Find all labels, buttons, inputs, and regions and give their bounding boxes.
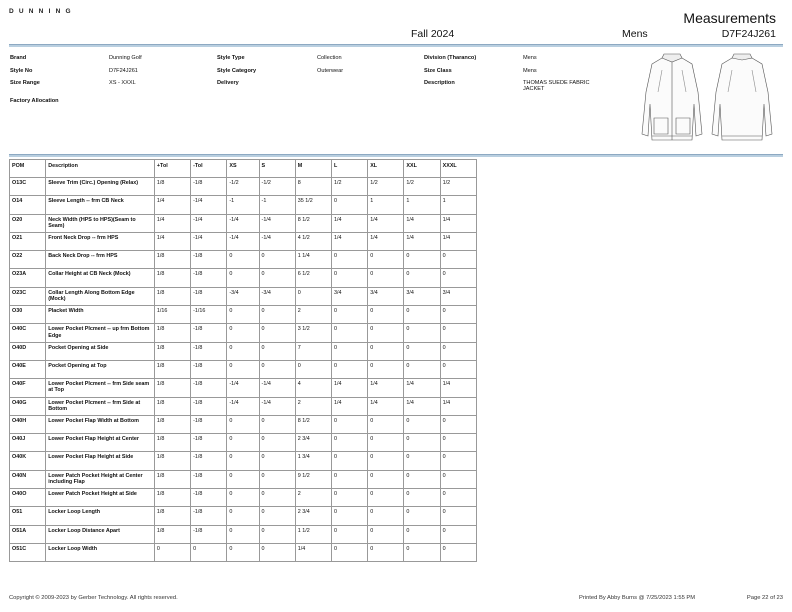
- cell-xl: 0: [368, 360, 404, 378]
- cell-xxxl: 0: [440, 470, 476, 488]
- cell-s: -1/4: [259, 397, 295, 415]
- cell-pom: O40O: [10, 489, 46, 507]
- cell-pom: O40F: [10, 379, 46, 397]
- cell-xxl: 0: [404, 489, 440, 507]
- cell-description: Lower Patch Pocket Height at Side: [46, 489, 155, 507]
- meta-label-size-class: Size Class: [424, 68, 452, 74]
- table-row: [10, 434, 477, 452]
- cell-xs: 0: [227, 415, 259, 433]
- cell-xs: 0: [227, 489, 259, 507]
- cell-s: -1/2: [259, 178, 295, 196]
- cell-xxxl: 0: [440, 543, 476, 561]
- cell-s: -3/4: [259, 287, 295, 305]
- meta-value-division: Mens: [523, 55, 537, 61]
- cell-minus-tol: -1/8: [191, 397, 227, 415]
- cell-xl: 0: [368, 489, 404, 507]
- meta-label-style-no: Style No: [10, 68, 33, 74]
- column-header-xxxl: XXXL: [440, 160, 476, 178]
- cell-minus-tol: -1/8: [191, 415, 227, 433]
- cell-xxxl: 1/4: [440, 379, 476, 397]
- table-row: [10, 452, 477, 470]
- cell-xl: 1/4: [368, 397, 404, 415]
- cell-pom: O30: [10, 306, 46, 324]
- column-header-xs: XS: [227, 160, 259, 178]
- cell-l: 0: [331, 251, 367, 269]
- cell-xxl: 0: [404, 342, 440, 360]
- cell-plus-tol: 1/8: [154, 251, 190, 269]
- cell-l: 0: [331, 415, 367, 433]
- cell-plus-tol: 1/8: [154, 434, 190, 452]
- cell-xs: -1/4: [227, 214, 259, 232]
- cell-m: 4: [295, 379, 331, 397]
- cell-plus-tol: 1/8: [154, 452, 190, 470]
- cell-s: 0: [259, 525, 295, 543]
- cell-xs: -1/2: [227, 178, 259, 196]
- cell-s: 0: [259, 434, 295, 452]
- cell-xs: -1: [227, 196, 259, 214]
- cell-xxl: 1/2: [404, 178, 440, 196]
- cell-xxxl: 0: [440, 251, 476, 269]
- cell-xl: 0: [368, 507, 404, 525]
- cell-minus-tol: -1/4: [191, 214, 227, 232]
- cell-s: 0: [259, 306, 295, 324]
- meta-label-factory-allocation: Factory Allocation: [10, 98, 59, 104]
- meta-value-description: THOMAS SUEDE FABRIC JACKET: [523, 80, 590, 93]
- page-title: Measurements: [683, 10, 776, 26]
- cell-xl: 0: [368, 251, 404, 269]
- cell-l: 1/4: [331, 379, 367, 397]
- cell-plus-tol: 1/4: [154, 196, 190, 214]
- cell-description: Lower Patch Pocket Height at Center including Flap: [46, 470, 155, 488]
- cell-xs: -1/4: [227, 379, 259, 397]
- cell-xl: 0: [368, 434, 404, 452]
- cell-xl: 0: [368, 470, 404, 488]
- cell-xl: 0: [368, 415, 404, 433]
- page-number: Page 22 of 23: [746, 595, 783, 601]
- style-code-label: D7F24J261: [721, 28, 776, 40]
- column-header-pom: POM: [10, 160, 46, 178]
- cell-s: -1/4: [259, 379, 295, 397]
- division-label: Mens: [622, 28, 648, 40]
- cell-xxl: 0: [404, 415, 440, 433]
- cell-pom: O40J: [10, 434, 46, 452]
- cell-pom: O21: [10, 232, 46, 250]
- cell-xxxl: 0: [440, 415, 476, 433]
- cell-minus-tol: -1/4: [191, 232, 227, 250]
- table-row: [10, 251, 477, 269]
- cell-description: Neck Width (HPS to HPS)(Seam to Seam): [46, 214, 155, 232]
- cell-description: Pocket Opening at Top: [46, 360, 155, 378]
- cell-xs: 0: [227, 543, 259, 561]
- cell-description: Locker Loop Distance Apart: [46, 525, 155, 543]
- cell-m: 8: [295, 178, 331, 196]
- table-row: [10, 470, 477, 488]
- cell-xxl: 0: [404, 470, 440, 488]
- cell-minus-tol: -1/16: [191, 306, 227, 324]
- table-row: [10, 178, 477, 196]
- cell-minus-tol: -1/8: [191, 360, 227, 378]
- column-header-xl: XL: [368, 160, 404, 178]
- cell-pom: O40E: [10, 360, 46, 378]
- table-row: [10, 397, 477, 415]
- cell-s: -1/4: [259, 214, 295, 232]
- cell-minus-tol: -1/8: [191, 379, 227, 397]
- measurements-table-body: [10, 178, 477, 562]
- cell-plus-tol: 1/8: [154, 360, 190, 378]
- cell-m: 8 1/2: [295, 415, 331, 433]
- cell-minus-tol: -1/8: [191, 178, 227, 196]
- cell-minus-tol: -1/8: [191, 324, 227, 342]
- table-row: [10, 489, 477, 507]
- cell-s: 0: [259, 507, 295, 525]
- cell-xxxl: 1/4: [440, 232, 476, 250]
- cell-xs: -1/4: [227, 397, 259, 415]
- cell-plus-tol: 1/8: [154, 525, 190, 543]
- table-row: [10, 306, 477, 324]
- cell-m: 35 1/2: [295, 196, 331, 214]
- cell-xxl: 0: [404, 452, 440, 470]
- cell-m: 3 1/2: [295, 324, 331, 342]
- cell-plus-tol: 1/8: [154, 489, 190, 507]
- cell-minus-tol: -1/8: [191, 251, 227, 269]
- cell-l: 0: [331, 470, 367, 488]
- copyright-text: Copyright © 2009-2023 by Gerber Technology. All rights reserved.: [9, 595, 178, 601]
- table-row: [10, 324, 477, 342]
- cell-l: 3/4: [331, 287, 367, 305]
- cell-m: 2 3/4: [295, 507, 331, 525]
- cell-xxl: 3/4: [404, 287, 440, 305]
- cell-xl: 0: [368, 306, 404, 324]
- cell-description: Lower Pocket Flap Width at Bottom: [46, 415, 155, 433]
- cell-minus-tol: -1/8: [191, 342, 227, 360]
- cell-xs: 0: [227, 251, 259, 269]
- cell-xxxl: 1: [440, 196, 476, 214]
- table-header-row: [10, 160, 477, 178]
- cell-pom: O40N: [10, 470, 46, 488]
- cell-xxxl: 0: [440, 525, 476, 543]
- cell-xxxl: 1/4: [440, 397, 476, 415]
- cell-s: 0: [259, 489, 295, 507]
- cell-l: 0: [331, 269, 367, 287]
- cell-description: Sleeve Length -- frm CB Neck: [46, 196, 155, 214]
- cell-minus-tol: -1/8: [191, 470, 227, 488]
- cell-l: 0: [331, 434, 367, 452]
- cell-xxl: 0: [404, 507, 440, 525]
- cell-xs: 0: [227, 324, 259, 342]
- cell-minus-tol: -1/8: [191, 525, 227, 543]
- cell-description: Pocket Opening at Side: [46, 342, 155, 360]
- cell-xl: 0: [368, 525, 404, 543]
- cell-plus-tol: 1/8: [154, 379, 190, 397]
- cell-s: 0: [259, 470, 295, 488]
- cell-m: 1 3/4: [295, 452, 331, 470]
- cell-xl: 0: [368, 543, 404, 561]
- section-divider: [9, 154, 783, 157]
- meta-value-size-class: Mens: [523, 68, 537, 74]
- cell-xxl: 0: [404, 269, 440, 287]
- cell-xxl: 0: [404, 543, 440, 561]
- table-row: [10, 232, 477, 250]
- cell-l: 1/4: [331, 397, 367, 415]
- cell-xl: 1/4: [368, 232, 404, 250]
- cell-description: Lower Pocket Plcment -- frm Side at Bottom: [46, 397, 155, 415]
- cell-l: 0: [331, 342, 367, 360]
- cell-description: Front Neck Drop -- frm HPS: [46, 232, 155, 250]
- cell-xxxl: 0: [440, 342, 476, 360]
- cell-description: Sleeve Trim (Circ.) Opening (Relax): [46, 178, 155, 196]
- cell-m: 0: [295, 287, 331, 305]
- cell-m: 1 1/2: [295, 525, 331, 543]
- cell-m: 2: [295, 489, 331, 507]
- cell-xs: 0: [227, 507, 259, 525]
- header-divider: [9, 44, 783, 47]
- column-header-plus-tol: +Tol: [154, 160, 190, 178]
- cell-xxl: 0: [404, 360, 440, 378]
- cell-xs: -3/4: [227, 287, 259, 305]
- cell-m: 1/4: [295, 543, 331, 561]
- cell-xxxl: 0: [440, 269, 476, 287]
- printed-by-text: Printed By Abby Burns @ 7/25/2023 1:55 PM: [579, 595, 696, 601]
- cell-l: 0: [331, 507, 367, 525]
- cell-plus-tol: 1/8: [154, 178, 190, 196]
- cell-xxxl: 3/4: [440, 287, 476, 305]
- cell-plus-tol: 0: [154, 543, 190, 561]
- cell-l: 0: [331, 525, 367, 543]
- cell-description: Locker Loop Width: [46, 543, 155, 561]
- meta-label-delivery: Delivery: [217, 80, 239, 86]
- cell-s: 0: [259, 543, 295, 561]
- cell-m: 2: [295, 397, 331, 415]
- table-row: [10, 214, 477, 232]
- cell-minus-tol: -1/8: [191, 489, 227, 507]
- cell-xl: 1/4: [368, 379, 404, 397]
- cell-l: 0: [331, 324, 367, 342]
- cell-xxl: 1/4: [404, 232, 440, 250]
- cell-xxl: 1: [404, 196, 440, 214]
- cell-plus-tol: 1/16: [154, 306, 190, 324]
- cell-description: Lower Pocket Flap Height at Center: [46, 434, 155, 452]
- jacket-front-sketch: [642, 54, 702, 140]
- cell-xl: 1/4: [368, 214, 404, 232]
- cell-pom: O40G: [10, 397, 46, 415]
- cell-description: Lower Pocket Plcment -- frm Side seam at Top: [46, 379, 155, 397]
- cell-s: 0: [259, 452, 295, 470]
- cell-s: -1: [259, 196, 295, 214]
- cell-description: Lower Pocket Plcment -- up frm Bottom Edge: [46, 324, 155, 342]
- cell-xs: 0: [227, 470, 259, 488]
- brand-logo: DUNNING: [9, 8, 76, 15]
- cell-m: 9 1/2: [295, 470, 331, 488]
- cell-minus-tol: -1/8: [191, 452, 227, 470]
- jacket-sketch-image: [634, 52, 782, 150]
- cell-l: 1/2: [331, 178, 367, 196]
- table-row: [10, 269, 477, 287]
- meta-label-size-range: Size Range: [10, 80, 40, 86]
- cell-plus-tol: 1/8: [154, 415, 190, 433]
- cell-pom: O22: [10, 251, 46, 269]
- cell-l: 0: [331, 543, 367, 561]
- cell-description: Collar Length Along Bottom Edge (Mock): [46, 287, 155, 305]
- cell-minus-tol: -1/8: [191, 269, 227, 287]
- cell-xs: 0: [227, 434, 259, 452]
- cell-s: 0: [259, 251, 295, 269]
- cell-description: Placket Width: [46, 306, 155, 324]
- cell-minus-tol: -1/4: [191, 196, 227, 214]
- cell-pom: O14: [10, 196, 46, 214]
- table-row: [10, 196, 477, 214]
- cell-xs: 0: [227, 452, 259, 470]
- cell-m: 7: [295, 342, 331, 360]
- cell-xxxl: 0: [440, 489, 476, 507]
- cell-pom: O23A: [10, 269, 46, 287]
- cell-xxl: 0: [404, 251, 440, 269]
- column-header-s: S: [259, 160, 295, 178]
- cell-xs: 0: [227, 306, 259, 324]
- cell-xxxl: 1/4: [440, 214, 476, 232]
- cell-pom: O40C: [10, 324, 46, 342]
- cell-xxxl: 0: [440, 324, 476, 342]
- cell-l: 0: [331, 196, 367, 214]
- cell-plus-tol: 1/8: [154, 269, 190, 287]
- cell-xxl: 0: [404, 525, 440, 543]
- cell-s: 0: [259, 360, 295, 378]
- cell-plus-tol: 1/8: [154, 470, 190, 488]
- column-header-xxl: XXL: [404, 160, 440, 178]
- column-header-l: L: [331, 160, 367, 178]
- cell-xxl: 0: [404, 434, 440, 452]
- meta-label-style-category: Style Category: [217, 68, 257, 74]
- cell-s: -1/4: [259, 232, 295, 250]
- season-label: Fall 2024: [411, 28, 455, 40]
- cell-pom: O20: [10, 214, 46, 232]
- cell-s: 0: [259, 342, 295, 360]
- cell-xs: 0: [227, 342, 259, 360]
- cell-xl: 3/4: [368, 287, 404, 305]
- cell-description: Locker Loop Length: [46, 507, 155, 525]
- cell-description: Lower Pocket Flap Height at Side: [46, 452, 155, 470]
- meta-value-style-type: Collection: [317, 55, 342, 61]
- cell-m: 2 3/4: [295, 434, 331, 452]
- meta-value-style-category: Outerwear: [317, 68, 344, 74]
- meta-label-division: Division (Tharanco): [424, 55, 477, 61]
- cell-pom: O51A: [10, 525, 46, 543]
- cell-plus-tol: 1/4: [154, 214, 190, 232]
- table-row: [10, 342, 477, 360]
- cell-plus-tol: 1/8: [154, 287, 190, 305]
- cell-xxxl: 1/2: [440, 178, 476, 196]
- cell-xxl: 0: [404, 306, 440, 324]
- cell-minus-tol: -1/8: [191, 287, 227, 305]
- cell-xxl: 0: [404, 324, 440, 342]
- cell-s: 0: [259, 324, 295, 342]
- cell-xl: 1/2: [368, 178, 404, 196]
- cell-minus-tol: -1/8: [191, 434, 227, 452]
- measurements-table: [9, 159, 477, 562]
- cell-pom: O40K: [10, 452, 46, 470]
- cell-pom: O51: [10, 507, 46, 525]
- cell-pom: O40D: [10, 342, 46, 360]
- cell-l: 1/4: [331, 232, 367, 250]
- cell-m: 4 1/2: [295, 232, 331, 250]
- table-row: [10, 507, 477, 525]
- cell-description: Collar Height at CB Neck (Mock): [46, 269, 155, 287]
- cell-m: 0: [295, 360, 331, 378]
- cell-plus-tol: 1/8: [154, 507, 190, 525]
- meta-value-size-range: XS - XXXL: [109, 80, 136, 86]
- cell-plus-tol: 1/8: [154, 397, 190, 415]
- cell-s: 0: [259, 269, 295, 287]
- cell-l: 0: [331, 452, 367, 470]
- cell-xxxl: 0: [440, 507, 476, 525]
- cell-pom: O13C: [10, 178, 46, 196]
- cell-xs: 0: [227, 525, 259, 543]
- cell-xxxl: 0: [440, 452, 476, 470]
- cell-plus-tol: 1/8: [154, 342, 190, 360]
- cell-plus-tol: 1/8: [154, 324, 190, 342]
- table-row: [10, 287, 477, 305]
- table-row: [10, 415, 477, 433]
- cell-pom: O51C: [10, 543, 46, 561]
- cell-xs: -1/4: [227, 232, 259, 250]
- column-header-m: M: [295, 160, 331, 178]
- cell-xxxl: 0: [440, 360, 476, 378]
- cell-description: Back Neck Drop -- frm HPS: [46, 251, 155, 269]
- cell-xxl: 1/4: [404, 397, 440, 415]
- meta-label-style-type: Style Type: [217, 55, 245, 61]
- cell-xl: 0: [368, 269, 404, 287]
- meta-label-description: Description: [424, 80, 455, 86]
- column-header-minus-tol: -Tol: [191, 160, 227, 178]
- cell-xl: 0: [368, 452, 404, 470]
- column-header-description: Description: [46, 160, 155, 178]
- cell-xxxl: 0: [440, 306, 476, 324]
- cell-l: 0: [331, 306, 367, 324]
- cell-s: 0: [259, 415, 295, 433]
- jacket-back-sketch: [712, 54, 772, 140]
- meta-value-style-no: D7F24J261: [109, 68, 138, 74]
- cell-xs: 0: [227, 360, 259, 378]
- table-row: [10, 379, 477, 397]
- cell-pom: O40H: [10, 415, 46, 433]
- cell-pom: O23C: [10, 287, 46, 305]
- cell-xs: 0: [227, 269, 259, 287]
- cell-xl: 1: [368, 196, 404, 214]
- cell-xl: 0: [368, 342, 404, 360]
- meta-value-brand: Dunning Golf: [109, 55, 142, 61]
- table-row: [10, 525, 477, 543]
- cell-xxl: 1/4: [404, 379, 440, 397]
- cell-minus-tol: -1/8: [191, 507, 227, 525]
- cell-plus-tol: 1/4: [154, 232, 190, 250]
- cell-m: 8 1/2: [295, 214, 331, 232]
- cell-xl: 0: [368, 324, 404, 342]
- table-row: [10, 360, 477, 378]
- cell-l: 0: [331, 360, 367, 378]
- cell-xxxl: 0: [440, 434, 476, 452]
- cell-m: 1 1/4: [295, 251, 331, 269]
- cell-xxl: 1/4: [404, 214, 440, 232]
- cell-minus-tol: 0: [191, 543, 227, 561]
- cell-m: 6 1/2: [295, 269, 331, 287]
- meta-label-brand: Brand: [10, 55, 27, 61]
- cell-l: 0: [331, 489, 367, 507]
- cell-m: 2: [295, 306, 331, 324]
- table-row: [10, 543, 477, 561]
- cell-l: 1/4: [331, 214, 367, 232]
